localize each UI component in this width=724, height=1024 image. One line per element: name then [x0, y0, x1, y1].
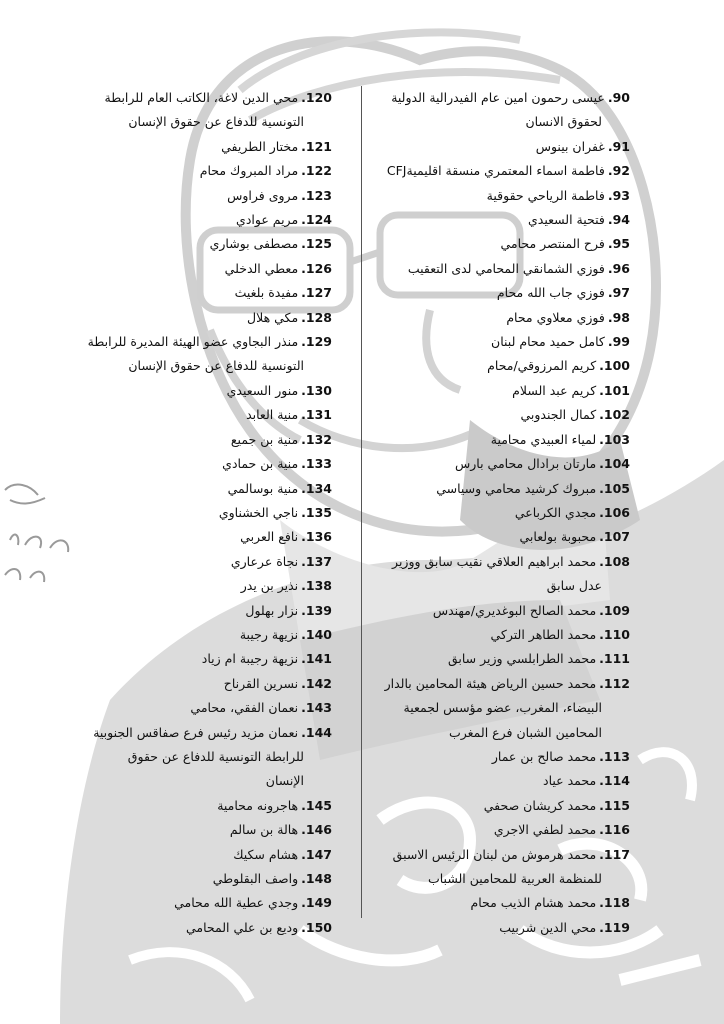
- item-text: غفران بينوس: [535, 138, 605, 154]
- item-text: نعمان مزيد رئيس فرع صفاقس الجنوبية: [93, 724, 299, 740]
- item-text: نزيهة رجيبة: [239, 626, 299, 642]
- item-number: .134: [301, 480, 332, 496]
- item-text: مجدي الكرباعي: [514, 504, 597, 520]
- list-item: [348, 550, 630, 599]
- list-item: [50, 330, 332, 379]
- list-item: [50, 501, 332, 525]
- item-text: مكي هلال: [247, 309, 299, 325]
- list-item: [50, 306, 332, 330]
- item-text: كريم عبد السلام: [512, 382, 597, 398]
- list-item: [348, 599, 630, 623]
- item-text: محمد الطاهر التركي: [490, 626, 597, 642]
- item-text: ناجي الخشناوي: [218, 504, 299, 520]
- item-text: مبروك كرشيد محامي وسياسي: [436, 480, 597, 496]
- item-text: معطي الدخلي: [224, 260, 299, 276]
- item-text: محمد هشام الذيب محام: [470, 895, 597, 911]
- item-text: محمد هرموش من لبنان الرئيس الاسبق: [392, 846, 597, 862]
- item-number: .144: [301, 724, 332, 740]
- item-text-continuation: للمنظمة العربية للمحامين الشباب: [427, 871, 602, 886]
- item-number: .127: [301, 285, 332, 301]
- item-text: نزار بهلول: [245, 602, 299, 618]
- item-number: .120: [301, 90, 332, 105]
- list-item: [50, 257, 332, 281]
- item-text: هالة بن سالم: [229, 822, 299, 838]
- item-text: فاطمة اسماء المعتمري منسقة اقليميةCFJ: [386, 163, 605, 179]
- item-number: .112: [599, 675, 630, 691]
- item-text: كامل حميد محام لبنان: [491, 334, 605, 350]
- item-text: محبوبة بولعابي: [519, 529, 597, 545]
- item-number: .141: [301, 651, 332, 667]
- item-number: .111: [599, 651, 630, 667]
- item-text-continuation: للرابطة التونسية للدفاع عن حقوق: [127, 748, 304, 764]
- item-number: .104: [599, 456, 630, 472]
- list-item: [348, 672, 630, 745]
- item-text: وجدي عطية الله محامي: [174, 895, 299, 911]
- item-text: نزيهة رجيبة ام زياد: [201, 651, 299, 667]
- item-number: .119: [599, 919, 630, 935]
- item-number: .110: [599, 626, 630, 642]
- item-text: منية بوسالمي: [227, 480, 299, 496]
- item-number: .114: [599, 773, 630, 789]
- list-item: [348, 257, 630, 281]
- list-item: [348, 769, 630, 793]
- item-text: منذر البجاوي عضو الهيئة المديرة للرابطة: [87, 334, 299, 350]
- list-item: [348, 306, 630, 330]
- item-number: .142: [301, 675, 332, 691]
- item-number: .90: [607, 90, 630, 105]
- item-text: فاطمة الرياحي حقوقية: [486, 187, 605, 203]
- item-text-continuation: عدل سابق: [546, 578, 602, 594]
- item-number: .122: [301, 163, 332, 179]
- item-text: محمد كريشان صحفي: [483, 797, 597, 813]
- list-item: [348, 379, 630, 403]
- item-number: .98: [607, 309, 630, 325]
- item-number: .146: [301, 822, 332, 838]
- item-text-continuation: التونسية للدفاع عن حقوق الإنسان: [128, 114, 304, 130]
- item-number: .117: [599, 846, 630, 862]
- list-item: [50, 891, 332, 915]
- item-text: نافع العربي: [240, 529, 299, 545]
- list-item: [348, 159, 630, 183]
- list-item: [50, 452, 332, 476]
- item-text: مريم عوادي: [236, 212, 299, 228]
- list-item: [50, 599, 332, 623]
- item-number: .140: [301, 626, 332, 642]
- item-text: فوزي الشمانقي المحامي لدى التعقيب: [407, 260, 605, 276]
- list-item: [50, 135, 332, 159]
- list-item: [348, 330, 630, 354]
- list-item: [50, 916, 332, 940]
- item-text: مروى فراوس: [227, 187, 299, 203]
- item-text: منور السعيدي: [226, 382, 299, 398]
- item-text: نعمان الفقي، محامي: [190, 700, 299, 716]
- list-item: [348, 281, 630, 305]
- item-number: .106: [599, 504, 630, 520]
- item-number: .115: [599, 797, 630, 813]
- item-number: .105: [599, 480, 630, 496]
- item-text: منية بن حمادي: [222, 456, 299, 472]
- item-text: محمد حسين الرياض هيئة المحامين بالدار: [384, 675, 597, 691]
- item-number: .136: [301, 529, 332, 545]
- item-number: .148: [301, 871, 332, 886]
- list-item: [348, 916, 630, 940]
- names-column-right: [348, 86, 630, 940]
- list-item: [348, 232, 630, 256]
- list-item: [348, 843, 630, 892]
- list-item: [348, 647, 630, 671]
- list-item: [50, 232, 332, 256]
- item-number: .135: [301, 504, 332, 520]
- list-item: [50, 647, 332, 671]
- list-item: [348, 354, 630, 378]
- item-text: واصف البقلوطي: [212, 871, 299, 886]
- item-text: لمياء العبيدي محامية: [490, 431, 597, 447]
- list-item: [348, 794, 630, 818]
- item-text: نذير بن يدر: [240, 578, 299, 594]
- item-number: .100: [599, 358, 630, 374]
- item-number: .123: [301, 187, 332, 203]
- list-item: [348, 403, 630, 427]
- item-number: .92: [607, 163, 630, 179]
- item-text: نجاة عرعاري: [230, 553, 299, 569]
- item-text: مفيدة بلغيث: [234, 285, 299, 301]
- list-item: [50, 721, 332, 794]
- item-text: فتحية السعيدي: [528, 212, 605, 228]
- list-item: [50, 379, 332, 403]
- list-item: [50, 794, 332, 818]
- item-text: محمد صالح بن عمار: [491, 748, 597, 764]
- item-text: محمد لطفي الاجري: [493, 822, 597, 838]
- item-number: .145: [301, 797, 332, 813]
- item-text: محمد الصالح البوغديري/مهندس: [432, 602, 597, 618]
- item-text-continuation: التونسية للدفاع عن حقوق الإنسان: [128, 358, 304, 374]
- item-number: .129: [301, 334, 332, 350]
- list-item: [348, 891, 630, 915]
- item-text-continuation: الإنسان: [265, 773, 304, 789]
- list-item: [50, 477, 332, 501]
- names-column-left: [50, 86, 332, 940]
- list-item: [348, 477, 630, 501]
- list-item: [348, 818, 630, 842]
- list-item: [50, 818, 332, 842]
- item-number: .125: [301, 236, 332, 252]
- list-item: [348, 452, 630, 476]
- list-item: [348, 525, 630, 549]
- item-number: .126: [301, 260, 332, 276]
- item-number: .139: [301, 602, 332, 618]
- item-number: .95: [607, 236, 630, 252]
- item-number: .93: [607, 187, 630, 203]
- item-number: .96: [607, 260, 630, 276]
- item-text-continuation: لحقوق الانسان: [525, 114, 602, 130]
- list-item: [348, 86, 630, 135]
- list-item: [50, 623, 332, 647]
- item-text: هاجرونه محامية: [217, 797, 299, 813]
- item-text: محمد الطرابلسي وزير سابق: [447, 651, 597, 667]
- item-text: كمال الجندوبي: [520, 407, 597, 423]
- item-number: .143: [301, 700, 332, 716]
- item-text-continuation: البيضاء، المغرب، عضو مؤسس لجمعية: [403, 700, 602, 716]
- list-item: [50, 184, 332, 208]
- item-text: هشام سكيك: [233, 846, 299, 862]
- list-item: [348, 623, 630, 647]
- item-number: .138: [301, 578, 332, 594]
- list-item: [50, 867, 332, 891]
- item-number: .101: [599, 382, 630, 398]
- list-item: [50, 281, 332, 305]
- list-item: [348, 184, 630, 208]
- list-item: [50, 672, 332, 696]
- item-number: .108: [599, 553, 630, 569]
- item-number: .94: [607, 212, 630, 228]
- item-text-continuation: المحامين الشبان فرع المغرب: [448, 724, 602, 740]
- item-number: .131: [301, 407, 332, 423]
- item-text: محمد عياد: [543, 773, 597, 789]
- item-text: منية العابد: [246, 407, 299, 423]
- list-item: [50, 403, 332, 427]
- item-number: .113: [599, 748, 630, 764]
- item-number: .107: [599, 529, 630, 545]
- item-number: .132: [301, 431, 332, 447]
- item-number: .116: [599, 822, 630, 838]
- list-item: [50, 208, 332, 232]
- item-text: نسرين القرناح: [223, 675, 299, 691]
- item-text: مارتان برادال محامي بارس: [454, 456, 597, 472]
- item-number: .128: [301, 309, 332, 325]
- list-item: [50, 428, 332, 452]
- item-text: كريم المرزوقي/محام: [487, 358, 597, 374]
- list-item: [348, 501, 630, 525]
- item-number: .121: [301, 138, 332, 154]
- item-text: محمد ابراهيم العلاقي نقيب سابق ووزير: [392, 553, 597, 569]
- item-number: .103: [599, 431, 630, 447]
- item-number: .150: [301, 919, 332, 935]
- item-number: .118: [599, 895, 630, 911]
- item-text: عيسى رحمون امين عام الفيدرالية الدولية: [391, 90, 605, 105]
- list-item: [348, 428, 630, 452]
- item-text: فوزي معلاوي محام: [506, 309, 605, 325]
- item-text: مصطفى بوشاري: [209, 236, 299, 252]
- item-text: محي الدين شربيب: [499, 919, 597, 935]
- item-text: مختار الطريفي: [221, 138, 299, 154]
- list-item: [348, 745, 630, 769]
- item-text: منية بن جميع: [230, 431, 299, 447]
- item-text: فوزي جاب الله محام: [496, 285, 605, 301]
- list-item: [50, 574, 332, 598]
- item-number: .99: [607, 334, 630, 350]
- item-number: .133: [301, 456, 332, 472]
- item-number: .97: [607, 285, 630, 301]
- item-text: مراد المبروك محام: [199, 163, 299, 179]
- list-item: [50, 550, 332, 574]
- item-number: .137: [301, 553, 332, 569]
- item-number: .109: [599, 602, 630, 618]
- list-item: [50, 843, 332, 867]
- list-item: [348, 208, 630, 232]
- item-number: .130: [301, 382, 332, 398]
- item-number: .102: [599, 407, 630, 423]
- item-text: فرح المنتصر محامي: [500, 236, 605, 252]
- list-item: [50, 525, 332, 549]
- list-item: [50, 86, 332, 135]
- item-text: محي الدين لاغة، الكاتب العام للرابطة: [104, 90, 299, 105]
- list-item: [50, 696, 332, 720]
- item-text: وديع بن علي المحامي: [185, 919, 299, 935]
- item-number: .91: [607, 138, 630, 154]
- item-number: .147: [301, 846, 332, 862]
- list-item: [348, 135, 630, 159]
- item-number: .124: [301, 212, 332, 228]
- list-item: [50, 159, 332, 183]
- item-number: .149: [301, 895, 332, 911]
